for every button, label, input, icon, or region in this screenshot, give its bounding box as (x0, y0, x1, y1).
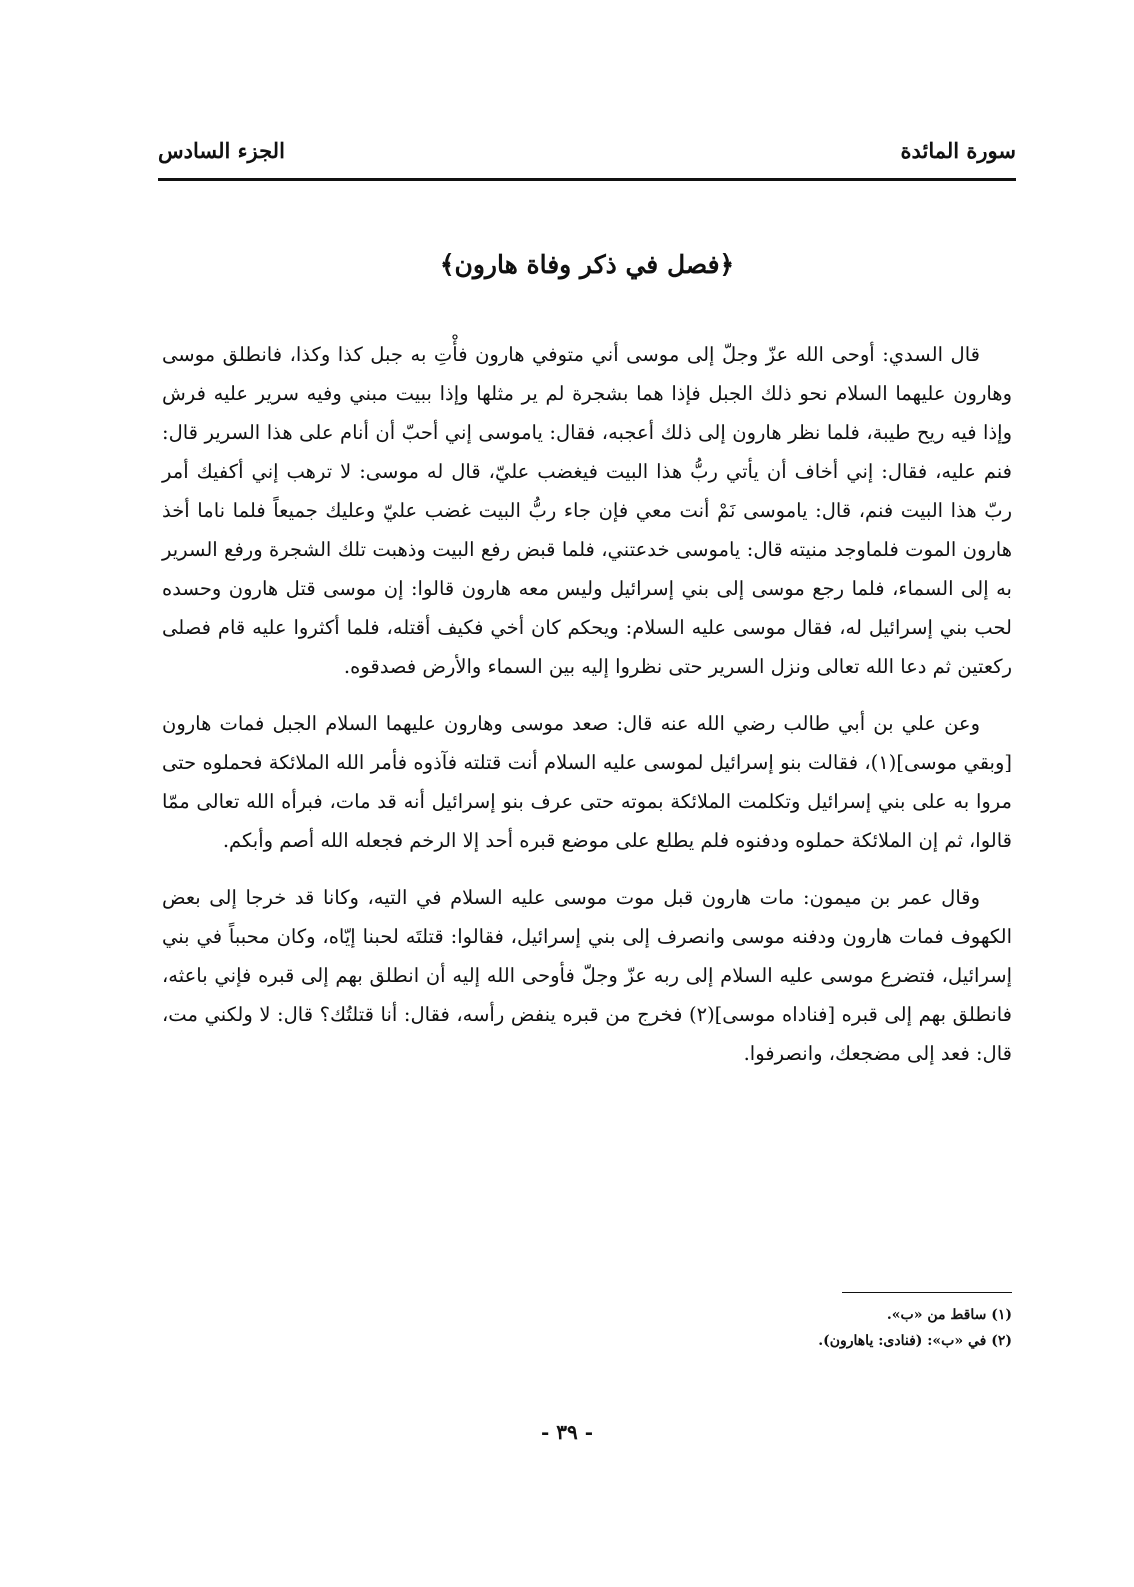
paragraph: وعن علي بن أبي طالب رضي الله عنه قال: صعد موسى وهارون عليهما السلام الجبل فمات هارون [وبقي موسى](١)، فقالت بنو إسرائيل لموسى عليه السلام أنت قتلته فآذوه فأمر الله الملائكة فحملوه حتى مروا به على بني إسرائيل وتكلمت الملائكة بموته حتى عرف بنو إسرائيل أنه قد مات، فبرأه الله تعالى ممّا قالوا، ثم إن الملائكة حملوه ودفنوه فلم يطلع على موضع قبره أحد إلا الرخم فجعله الله أصم وأبكم. (162, 712, 1013, 852)
part-name: الجزء السادس (158, 138, 285, 163)
section-title: ﴿فصل في ذكر وفاة هارون﴾ (439, 250, 735, 279)
body-text (162, 335, 1012, 1091)
running-header (158, 138, 1016, 178)
footnotes (400, 1302, 1012, 1354)
footnote-rule (842, 1292, 1012, 1293)
paragraph: قال السدي: أوحى الله عزّ وجلّ إلى موسى أني متوفي هارون فأْتِ به جبل كذا وكذا، فانطلق موسى وهارون عليهما السلام نحو ذلك الجبل فإذا هما بشجرة لم ير مثلها وإذا ببيت مبني وفيه سرير عليه فرش وإذا فيه ريح طيبة، فلما نظر هارون إلى ذلك أعجبه، فقال: ياموسى إني أحبّ أن أنام على هذا السرير قال: فنم عليه، فقال: إني أخاف أن يأتي ربُّ هذا البيت فيغضب عليّ، قال له موسى: لا ترهب إني أكفيك أمر ربّ هذا البيت فنم، قال: ياموسى نَمْ أنت معي فإن جاء ربُّ البيت غضب عليّ وعليك جميعاً فلما ناما أخذ هارون الموت فلماوجد منيته قال: ياموسى خدعتني، فلما قبض رفع البيت وذهبت تلك الشجرة ورفع السرير به إلى السماء، فلما رجع موسى إلى بني إسرائيل وليس معه هارون قالوا: إن موسى قتل هارون وحسده لحب بني إسرائيل له، فقال موسى عليه السلام: ويحكم كان أخي فكيف أقتله، فلما أكثروا عليه قام فصلى ركعتين ثم دعا الله تعالى ونزل السرير حتى نظروا إليه بين السماء والأرض فصدقوه. (162, 343, 1012, 678)
paragraph: وقال عمر بن ميمون: مات هارون قبل موت موسى عليه السلام في التيه، وكانا قد خرجا إلى بعض الكهوف فمات هارون ودفنه موسى وانصرف إلى بني إسرائيل، فقالوا: قتلتَه لحبنا إيّاه، وكان محبباً في بني إسرائيل، فتضرع موسى عليه السلام إلى ربه عزّ وجلّ فأوحى الله إليه أن انطلق بهم إلى قبره فإني باعثه، فانطلق بهم إلى قبره [فناداه موسى](٢) فخرج من قبره ينفض رأسه، فقال: أنا قتلتُك؟ قال: لا ولكني مت، قال: فعد إلى مضجعك، وانصرفوا. (162, 886, 1012, 1065)
header-rule (158, 178, 1016, 181)
surah-name: سورة المائدة (900, 138, 1016, 163)
footnote: (٢) في «ب»: (فنادى: ياهارون). (818, 1333, 1012, 1349)
page-number: - ٣٩ - (540, 1420, 593, 1444)
footnote: (١) ساقط من «ب». (886, 1307, 1012, 1323)
